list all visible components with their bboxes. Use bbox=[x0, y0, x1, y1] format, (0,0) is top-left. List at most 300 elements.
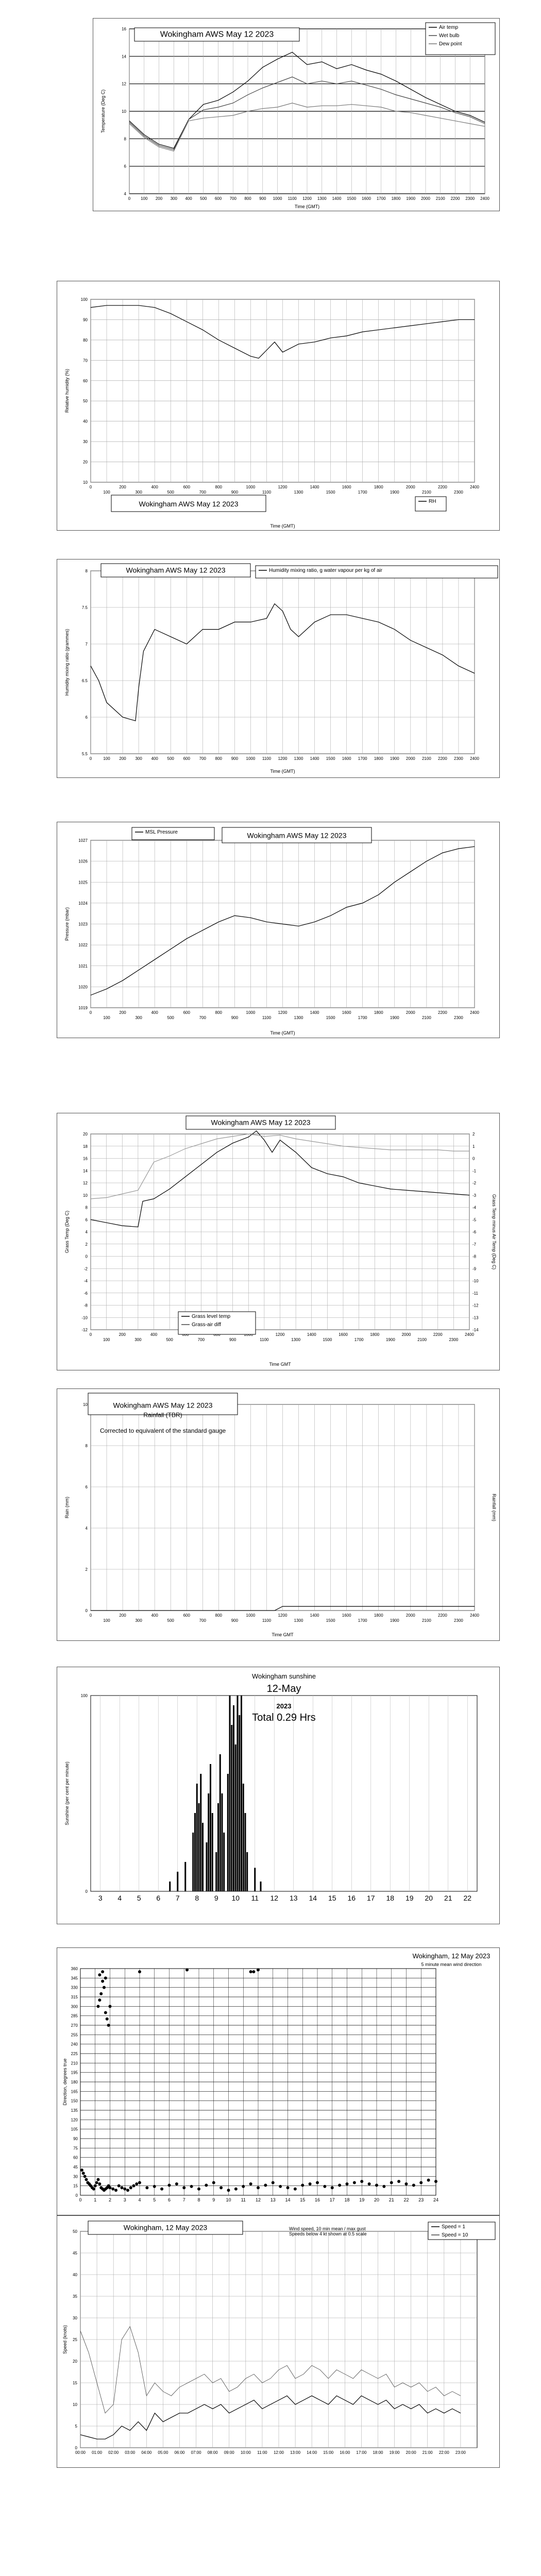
mixing-ratio-chart bbox=[57, 560, 500, 778]
x-tick-label: 1600 bbox=[342, 1010, 351, 1015]
direction-point bbox=[94, 2184, 97, 2188]
y-tick-label: 210 bbox=[71, 2061, 78, 2066]
y-tick-label: -6 bbox=[83, 1291, 88, 1296]
x-tick-label: 2000 bbox=[401, 1332, 411, 1337]
x-tick-label: 1700 bbox=[376, 196, 386, 201]
sunshine-bar bbox=[239, 1715, 240, 1891]
y-tick-label: 6 bbox=[124, 164, 126, 169]
sunshine-bar bbox=[260, 1882, 262, 1891]
y2-tick-label: -8 bbox=[472, 1254, 477, 1259]
x-tick-label: 18 bbox=[386, 1894, 395, 1902]
x-tick-label: 02:00 bbox=[108, 2450, 119, 2455]
x-tick-label: 300 bbox=[134, 1337, 142, 1342]
y-tick-label: 14 bbox=[83, 1168, 88, 1174]
direction-point bbox=[92, 2188, 95, 2191]
y-tick-label: -2 bbox=[83, 1266, 88, 1272]
direction-point bbox=[279, 2185, 282, 2188]
x-tick-label: 800 bbox=[215, 485, 223, 489]
y-axis-label: Direction, degrees true bbox=[62, 2058, 67, 2106]
x-tick-label: 0 bbox=[89, 756, 92, 761]
x-tick-label: 300 bbox=[135, 490, 142, 495]
direction-point bbox=[97, 2005, 100, 2008]
chart-title: Wokingham, 12 May 2023 bbox=[412, 1952, 491, 1960]
direction-point bbox=[111, 2188, 114, 2191]
direction-point bbox=[106, 2018, 109, 2021]
direction-point bbox=[97, 2178, 100, 2181]
x-tick-label: 2400 bbox=[470, 756, 479, 761]
x-tick-label: 10 bbox=[231, 1894, 240, 1902]
sunshine-bar bbox=[246, 1852, 248, 1891]
x-tick-label: 1900 bbox=[390, 1015, 399, 1020]
direction-point bbox=[316, 2181, 319, 2184]
x-tick-label: 100 bbox=[103, 756, 110, 761]
humidity-chart-panel bbox=[57, 281, 500, 531]
chart-title: Wokingham AWS May 12 2023 bbox=[126, 566, 226, 574]
sunshine-bar bbox=[198, 1803, 200, 1891]
direction-point bbox=[104, 2011, 107, 2014]
x-tick-label: 21 bbox=[388, 2197, 394, 2202]
x-tick-label: 12:00 bbox=[273, 2450, 284, 2455]
x-tick-label: 2400 bbox=[470, 1613, 479, 1618]
y-tick-label: 90 bbox=[83, 317, 88, 323]
x-tick-label: 0 bbox=[89, 1010, 92, 1015]
x-tick-label: 1700 bbox=[358, 756, 367, 761]
y-tick-label: 4 bbox=[85, 1230, 88, 1234]
x-tick-label: 800 bbox=[244, 196, 251, 201]
x-tick-label: 23:00 bbox=[455, 2450, 466, 2455]
x-tick-label: 6 bbox=[167, 2197, 171, 2202]
x-tick-label: 1900 bbox=[390, 1618, 399, 1623]
y-tick-label: 14 bbox=[122, 54, 126, 59]
sunshine-bar bbox=[169, 1882, 171, 1891]
y2-tick-label: -5 bbox=[472, 1217, 477, 1223]
sunshine-bar bbox=[212, 1813, 213, 1891]
y2-axis-label: Rainfall (mm) bbox=[492, 1494, 497, 1521]
y-tick-label: 20 bbox=[83, 460, 88, 465]
sunshine-bar bbox=[215, 1852, 217, 1891]
y-tick-label: 20 bbox=[73, 2359, 77, 2364]
x-tick-label: 2000 bbox=[405, 485, 415, 489]
y-tick-label: 30 bbox=[73, 2174, 78, 2179]
y-axis-label: Temperature (Deg C) bbox=[100, 89, 106, 133]
y-tick-label: 1023 bbox=[78, 922, 88, 927]
x-tick-label: 0 bbox=[128, 196, 131, 201]
direction-point bbox=[249, 1970, 252, 1973]
x-tick-label: 06:00 bbox=[174, 2450, 185, 2455]
direction-point bbox=[101, 1970, 104, 1973]
x-axis-label: Time (GMT) bbox=[270, 769, 295, 774]
temperature-chart-panel bbox=[93, 18, 500, 211]
direction-point bbox=[80, 2168, 83, 2172]
x-tick-label: 1200 bbox=[302, 196, 312, 201]
x-tick-label: 2200 bbox=[438, 485, 447, 489]
y-tick-label: 0 bbox=[75, 2446, 77, 2450]
direction-point bbox=[242, 2185, 245, 2188]
y-tick-label: 16 bbox=[122, 27, 126, 31]
y2-axis-label: Grass Temp minus Air Temp (Deg C) bbox=[492, 1194, 497, 1270]
x-tick-label: 15:00 bbox=[323, 2450, 334, 2455]
x-tick-label: 20:00 bbox=[405, 2450, 416, 2455]
x-tick-label: 300 bbox=[170, 196, 177, 201]
y-tick-label: 60 bbox=[83, 378, 88, 383]
x-tick-label: 14 bbox=[285, 2197, 291, 2202]
x-tick-label: 4 bbox=[117, 1894, 122, 1902]
chart-title: Wokingham AWS May 12 2023 bbox=[211, 1118, 311, 1127]
sunshine-bar bbox=[243, 1784, 244, 1891]
direction-point bbox=[85, 2178, 88, 2181]
y-tick-label: 0 bbox=[85, 1889, 88, 1894]
sunshine-bar bbox=[227, 1774, 229, 1891]
y-tick-label: -12 bbox=[81, 1328, 88, 1332]
x-tick-label: 19 bbox=[405, 1894, 414, 1902]
y2-tick-label: -3 bbox=[472, 1193, 477, 1198]
direction-point bbox=[197, 2188, 200, 2191]
direction-point bbox=[126, 2189, 129, 2192]
x-tick-label: 1100 bbox=[262, 1618, 272, 1623]
x-tick-label: 12 bbox=[255, 2197, 261, 2202]
x-tick-label: 1600 bbox=[362, 196, 371, 201]
direction-point bbox=[382, 2185, 385, 2188]
x-tick-label: 1800 bbox=[374, 485, 383, 489]
x-tick-label: 21:00 bbox=[422, 2450, 433, 2455]
x-tick-label: 500 bbox=[167, 756, 174, 761]
x-tick-label: 1200 bbox=[275, 1332, 285, 1337]
x-tick-label: 400 bbox=[151, 756, 158, 761]
x-tick-label: 1600 bbox=[342, 485, 351, 489]
x-tick-label: 900 bbox=[231, 756, 239, 761]
y-tick-label: 18 bbox=[83, 1144, 88, 1149]
y-axis-label: Sunshine (per cent per minute) bbox=[64, 1761, 70, 1825]
direction-point bbox=[107, 2024, 110, 2027]
x-tick-label: 2000 bbox=[405, 756, 415, 761]
x-tick-label: 03:00 bbox=[125, 2450, 136, 2455]
x-tick-label: 1000 bbox=[246, 1613, 256, 1618]
y-tick-label: 135 bbox=[71, 2108, 78, 2113]
y-tick-label: 2 bbox=[85, 1242, 88, 1247]
grass-temp-chart bbox=[57, 1113, 500, 1371]
y-tick-label: 105 bbox=[71, 2127, 78, 2132]
x-tick-label: 600 bbox=[183, 1010, 190, 1015]
sunshine-bar bbox=[229, 1696, 231, 1891]
legend-entry: Air temp bbox=[439, 25, 459, 30]
direction-point bbox=[397, 2180, 400, 2183]
x-tick-label: 2200 bbox=[438, 1010, 447, 1015]
direction-point bbox=[138, 2181, 141, 2184]
direction-point bbox=[101, 1979, 104, 1982]
y-tick-label: 4 bbox=[85, 1526, 88, 1531]
y-tick-label: 255 bbox=[71, 2032, 78, 2038]
y-tick-label: 30 bbox=[73, 2316, 77, 2320]
y-tick-label: 2 bbox=[85, 1567, 88, 1572]
x-tick-label: 1900 bbox=[390, 756, 399, 761]
x-tick-label: 04:00 bbox=[141, 2450, 152, 2455]
direction-point bbox=[427, 2179, 430, 2182]
x-tick-label: 700 bbox=[199, 756, 206, 761]
y-tick-label: 1026 bbox=[78, 859, 88, 864]
y-tick-label: 30 bbox=[83, 439, 88, 445]
direction-point bbox=[346, 2182, 349, 2185]
x-tick-label: 1600 bbox=[342, 756, 351, 761]
x-tick-label: 1900 bbox=[390, 490, 399, 495]
chart-title: Wokingham AWS May 12 2023 bbox=[113, 1401, 213, 1410]
chart-subtitle: Rainfall (TBR) bbox=[143, 1411, 182, 1419]
direction-point bbox=[98, 2182, 101, 2185]
sunshine-chart-panel bbox=[57, 1667, 500, 1924]
y-tick-label: 20 bbox=[83, 1132, 88, 1137]
direction-point bbox=[375, 2183, 378, 2187]
direction-point bbox=[434, 2180, 437, 2183]
y-tick-label: 80 bbox=[83, 337, 88, 343]
chart-annotation: Corrected to equivalent of the standard gauge bbox=[100, 1427, 226, 1434]
x-tick-label: 18 bbox=[344, 2197, 350, 2202]
sunshine-bar bbox=[200, 1774, 201, 1891]
x-tick-label: 07:00 bbox=[191, 2450, 201, 2455]
x-tick-label: 1000 bbox=[246, 756, 256, 761]
x-tick-label: 300 bbox=[135, 1618, 142, 1623]
x-tick-label: 1800 bbox=[370, 1332, 380, 1337]
direction-point bbox=[103, 1986, 106, 1989]
y-tick-label: 0 bbox=[85, 1254, 88, 1259]
direction-point bbox=[190, 2185, 193, 2188]
y-tick-label: 8 bbox=[85, 1444, 88, 1448]
sunshine-bar bbox=[194, 1813, 196, 1891]
direction-point bbox=[135, 2182, 138, 2185]
x-tick-label: 1100 bbox=[260, 1337, 269, 1342]
x-tick-label: 1000 bbox=[246, 1010, 256, 1015]
chart-date: 12-May bbox=[266, 1683, 301, 1694]
x-tick-label: 16 bbox=[347, 1894, 356, 1902]
direction-point bbox=[82, 2172, 85, 2175]
x-tick-label: 4 bbox=[138, 2197, 141, 2202]
y-tick-label: 150 bbox=[71, 2098, 78, 2104]
x-tick-label: 1800 bbox=[374, 756, 383, 761]
sunshine-bar bbox=[235, 1744, 236, 1891]
x-tick-label: 700 bbox=[199, 490, 206, 495]
y-tick-label: 45 bbox=[73, 2165, 78, 2170]
x-tick-label: 13:00 bbox=[290, 2450, 301, 2455]
x-tick-label: 2200 bbox=[433, 1332, 443, 1337]
sunshine-bar bbox=[196, 1784, 198, 1891]
direction-point bbox=[182, 2186, 185, 2189]
rainfall-chart bbox=[57, 1389, 500, 1641]
direction-point bbox=[185, 1968, 189, 1971]
x-tick-label: 1100 bbox=[288, 196, 297, 201]
pressure-chart-panel bbox=[57, 822, 500, 1038]
x-tick-label: 2000 bbox=[421, 196, 430, 201]
x-tick-label: 19:00 bbox=[389, 2450, 400, 2455]
plot-area bbox=[91, 1696, 477, 1891]
y-tick-label: 225 bbox=[71, 2052, 78, 2056]
x-axis-label: Time GMT bbox=[269, 1362, 291, 1367]
direction-point bbox=[138, 1970, 141, 1973]
x-tick-label: 200 bbox=[119, 1010, 126, 1015]
y-tick-label: 12 bbox=[83, 1181, 88, 1185]
y-tick-label: 6 bbox=[85, 1485, 88, 1489]
legend-entry: Grass-air diff bbox=[192, 1322, 222, 1328]
direction-point bbox=[286, 2186, 290, 2189]
x-tick-label: 700 bbox=[199, 1618, 206, 1623]
y-tick-label: 330 bbox=[71, 1985, 78, 1990]
chart-title: Wokingham AWS May 12 2023 bbox=[139, 499, 239, 508]
x-tick-label: 12 bbox=[270, 1894, 279, 1902]
y-tick-label: 10 bbox=[83, 1402, 88, 1407]
sunshine-bar bbox=[177, 1872, 178, 1891]
y-tick-label: 8 bbox=[124, 137, 126, 142]
chart-title: Wokingham, 12 May 2023 bbox=[123, 2223, 208, 2232]
x-tick-label: 9 bbox=[212, 2197, 215, 2202]
x-tick-label: 1500 bbox=[347, 196, 357, 201]
x-tick-label: 400 bbox=[151, 1613, 158, 1618]
direction-point bbox=[272, 2181, 275, 2184]
sunshine-bar bbox=[233, 1705, 234, 1891]
direction-point bbox=[129, 2186, 132, 2189]
x-tick-label: 1000 bbox=[273, 196, 282, 201]
sunshine-bar bbox=[223, 1833, 225, 1891]
x-tick-label: 100 bbox=[103, 1337, 110, 1342]
x-tick-label: 1700 bbox=[358, 490, 367, 495]
x-tick-label: 22:00 bbox=[438, 2450, 449, 2455]
x-tick-label: 0 bbox=[89, 1613, 92, 1618]
y-axis-label: Relative humidity (%) bbox=[64, 368, 70, 413]
direction-point bbox=[294, 2188, 297, 2191]
x-tick-label: 1300 bbox=[294, 1618, 303, 1623]
x-tick-label: 1 bbox=[94, 2197, 97, 2202]
x-axis-label: Time (GMT) bbox=[294, 204, 320, 209]
y-axis-label: Rain (mm) bbox=[64, 1497, 70, 1518]
x-tick-label: 2100 bbox=[421, 490, 431, 495]
x-tick-label: 0 bbox=[89, 485, 92, 489]
x-tick-label: 1500 bbox=[326, 490, 335, 495]
sunshine-bar bbox=[206, 1842, 208, 1891]
x-tick-label: 1400 bbox=[332, 196, 342, 201]
y-tick-label: 1022 bbox=[78, 943, 88, 948]
x-tick-label: 1600 bbox=[342, 1613, 351, 1618]
y-tick-label: 7 bbox=[85, 642, 88, 647]
y-tick-label: 300 bbox=[71, 2004, 78, 2009]
y-tick-label: 100 bbox=[80, 297, 88, 302]
x-tick-label: 18:00 bbox=[373, 2450, 383, 2455]
x-tick-label: 2400 bbox=[470, 1010, 479, 1015]
x-tick-label: 2400 bbox=[465, 1332, 474, 1337]
x-tick-label: 10:00 bbox=[240, 2450, 251, 2455]
x-tick-label: 1800 bbox=[374, 1613, 383, 1618]
y-tick-label: 70 bbox=[83, 358, 88, 363]
x-tick-label: 1500 bbox=[326, 1015, 335, 1020]
sunshine-bar bbox=[217, 1803, 219, 1891]
x-tick-label: 3 bbox=[98, 1894, 103, 1902]
wind-speed-chart-panel bbox=[57, 2215, 500, 2468]
x-tick-label: 1700 bbox=[358, 1015, 367, 1020]
x-tick-label: 7 bbox=[182, 2197, 185, 2202]
rainfall-chart-panel bbox=[57, 1388, 500, 1641]
y-tick-label: 15 bbox=[73, 2183, 78, 2189]
y-tick-label: 45 bbox=[73, 2251, 77, 2256]
direction-point bbox=[234, 2188, 238, 2191]
y2-tick-label: -12 bbox=[472, 1303, 479, 1308]
x-tick-label: 11:00 bbox=[257, 2450, 267, 2455]
y-tick-label: 1019 bbox=[78, 1006, 88, 1010]
direction-point bbox=[153, 2185, 156, 2188]
direction-point bbox=[419, 2181, 422, 2184]
x-tick-label: 7 bbox=[175, 1894, 180, 1902]
x-tick-label: 1300 bbox=[317, 196, 327, 201]
x-tick-label: 200 bbox=[155, 196, 163, 201]
y-tick-label: 240 bbox=[71, 2042, 78, 2047]
x-tick-label: 1900 bbox=[406, 196, 416, 201]
y-tick-label: 16 bbox=[83, 1156, 88, 1161]
y2-tick-label: 2 bbox=[472, 1132, 475, 1137]
direction-point bbox=[145, 2186, 148, 2189]
direction-point bbox=[168, 2183, 171, 2187]
y-tick-label: 315 bbox=[71, 1995, 78, 1999]
x-axis-label: Time GMT bbox=[272, 1632, 294, 1637]
sunshine-bar bbox=[241, 1696, 242, 1891]
x-tick-label: 1600 bbox=[339, 1332, 348, 1337]
x-tick-label: 200 bbox=[119, 756, 126, 761]
grass-temp-chart-panel bbox=[57, 1113, 500, 1370]
sunshine-chart bbox=[57, 1667, 500, 1925]
x-tick-label: 500 bbox=[167, 1618, 174, 1623]
x-tick-label: 400 bbox=[151, 1010, 158, 1015]
direction-point bbox=[257, 2186, 260, 2189]
y2-tick-label: -9 bbox=[472, 1266, 477, 1272]
direction-point bbox=[390, 2181, 393, 2184]
x-tick-label: 2300 bbox=[454, 1618, 463, 1623]
y2-tick-label: -2 bbox=[472, 1181, 477, 1185]
x-tick-label: 1300 bbox=[294, 756, 303, 761]
x-tick-label: 1700 bbox=[354, 1337, 364, 1342]
direction-point bbox=[104, 1976, 107, 1979]
direction-point bbox=[117, 2184, 121, 2188]
x-tick-label: 1900 bbox=[385, 1337, 395, 1342]
direction-point bbox=[123, 2188, 126, 2191]
legend-entry: Humidity mixing ratio, g water vapour per kg of air bbox=[269, 568, 383, 573]
x-tick-label: 2200 bbox=[450, 196, 460, 201]
x-tick-label: 8 bbox=[197, 2197, 200, 2202]
y-tick-label: 285 bbox=[71, 2013, 78, 2019]
x-tick-label: 23 bbox=[418, 2197, 424, 2202]
sunshine-bar bbox=[202, 1823, 204, 1891]
x-tick-label: 900 bbox=[259, 196, 266, 201]
y-tick-label: 120 bbox=[71, 2117, 78, 2123]
y-tick-label: 1024 bbox=[78, 901, 88, 906]
legend-entry: Speed = 1 bbox=[442, 2224, 465, 2230]
x-tick-label: 1500 bbox=[326, 1618, 335, 1623]
x-tick-label: 10 bbox=[226, 2197, 231, 2202]
x-axis-label: Time (GMT) bbox=[270, 1030, 295, 1036]
x-tick-label: 09:00 bbox=[224, 2450, 234, 2455]
x-tick-label: 17 bbox=[329, 2197, 335, 2202]
chart-title: Wokingham sunshine bbox=[251, 1672, 316, 1680]
wind-speed-chart bbox=[57, 2216, 500, 2468]
wind-direction-chart-panel bbox=[57, 1947, 500, 2215]
x-tick-label: 700 bbox=[229, 196, 236, 201]
y2-tick-label: -4 bbox=[472, 1205, 477, 1210]
y-tick-label: 10 bbox=[122, 109, 126, 114]
direction-point bbox=[109, 2186, 112, 2189]
humidity-chart bbox=[57, 281, 500, 531]
x-tick-label: 100 bbox=[103, 1618, 110, 1623]
x-tick-label: 500 bbox=[167, 490, 174, 495]
y-tick-label: 7.5 bbox=[81, 605, 88, 610]
x-tick-label: 2400 bbox=[480, 196, 489, 201]
y-tick-label: 8 bbox=[85, 569, 88, 573]
x-tick-label: 2400 bbox=[470, 485, 479, 489]
direction-point bbox=[412, 2183, 415, 2187]
x-tick-label: 900 bbox=[231, 1015, 239, 1020]
y-tick-label: 5.5 bbox=[81, 752, 88, 756]
y-tick-label: -10 bbox=[81, 1315, 88, 1320]
